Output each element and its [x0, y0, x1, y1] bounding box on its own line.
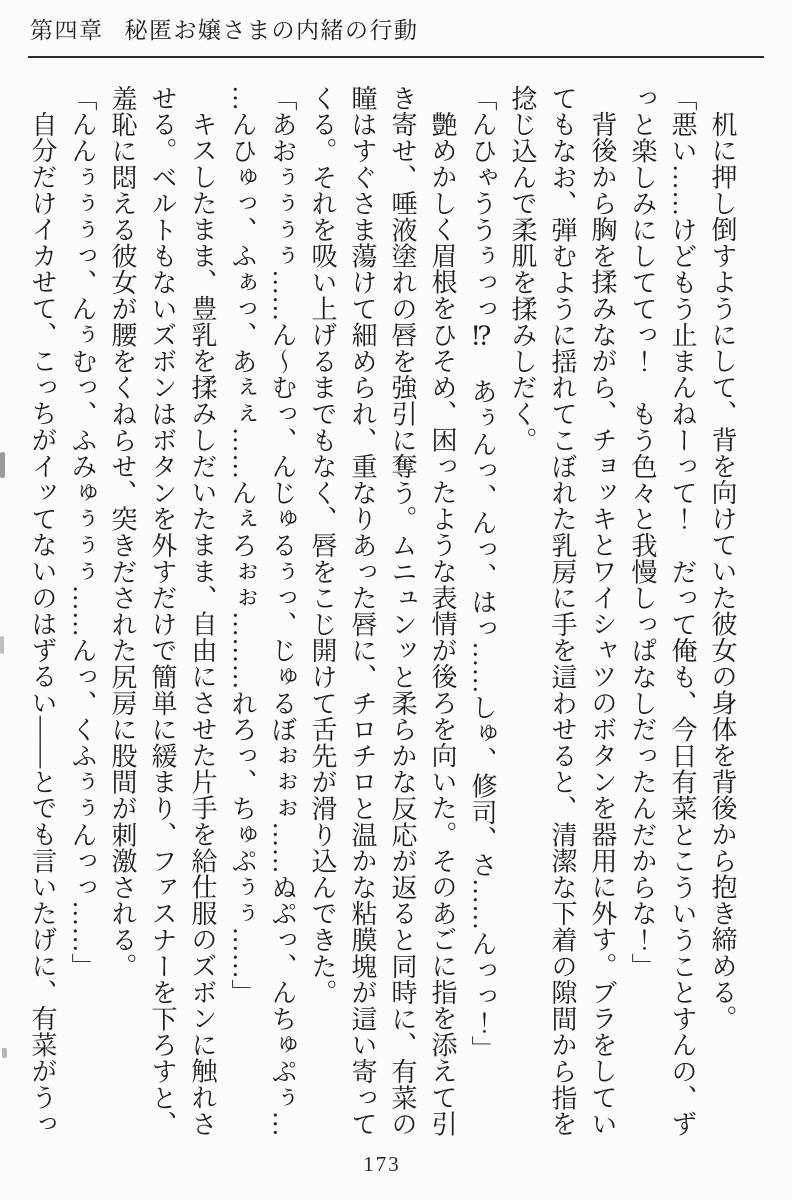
text-column: 羞恥に悶える彼女が腰をくねらせ、突きだされた尻房に股間が刺激される。 — [108, 85, 137, 980]
text-column: 瞳はすぐさま蕩けて細められ、重なりあった唇に、チロチロと温かな粘膜塊が這い寄って — [348, 85, 377, 1137]
chapter-header — [30, 12, 419, 45]
scan-artifact — [2, 1048, 7, 1058]
text-column: てもなお、弾むように揺れてこぼれた乳房に手を這わせると、清潔な下着の隙間から指を — [548, 85, 577, 1137]
text-column: 艶めかしく眉根をひそめ、困ったような表情が後ろを向いた。そのあごに指を添えて引 — [428, 111, 457, 1137]
scan-artifact — [0, 636, 4, 654]
text-column: 「んひゃううぅっっ⁉ あぅんっ、んっ、はっ……しゅ、修司、さ……んっっ！」 — [468, 85, 497, 1063]
scan-artifact — [0, 452, 5, 478]
text-column: き寄せ、唾液塗れの唇を強引に奪う。ムニュンッと柔らかな反応が返ると同時に、有菜の — [388, 85, 417, 1137]
chapter-title: 秘匿お嬢さまの内緒の行動 — [124, 18, 419, 43]
text-column: せる。ベルトもないズボンはボタンを外すだけで簡単に緩まり、ファスナーを下ろすと、 — [148, 85, 177, 1137]
text-column: くる。それを吸い上げるまでもなく、唇をこじ開けて舌先が滑り込んできた。 — [308, 85, 337, 1006]
text-column: …んひゅっ、ふぁっ、あぇぇ……んぇろぉぉ………れろっ、ちゅぷぅぅ……」 — [228, 85, 257, 1006]
text-column: 背後から胸を揉みながら、チョッキとワイシャツのボタンを器用に外す。ブラをしてい — [588, 111, 617, 1137]
chapter-number: 第四章 — [30, 18, 104, 43]
text-column: 捻じ込んで柔肌を揉みしだく。 — [508, 85, 537, 454]
text-column: 自分だけイカせて、こっちがイッてないのはずるい――とでも言いたげに、有菜がうっ — [28, 111, 57, 1137]
text-column: 「んんぅぅぅっ、んぅむっ、ふみゅぅぅぅ……んっ、くふぅぅんっっ……」 — [68, 85, 97, 980]
text-column: 机に押し倒すようにして、背を向けていた彼女の身体を背後から抱き締める。 — [708, 111, 737, 1032]
page-number: 173 — [363, 1152, 401, 1176]
text-column: 「あおぅぅぅぅ……ん～むっ、んじゅるぅっ、じゅるぼぉぉぉ……ぬぷっ、んちゅぷぅ… — [268, 85, 297, 1137]
header-divider — [28, 56, 764, 58]
text-column: キスしたまま、豊乳を揉みしだいたまま、自由にさせた片手を給仕服のズボンに触れさ — [188, 111, 217, 1137]
text-column: 「悪い……けどもう止まんねーって！ だって俺も、今日有菜とこういうことすんの、ず — [668, 85, 697, 1137]
vertical-text-block — [22, 85, 742, 1137]
text-column: っと楽しみにしててっ！ もう色々と我慢しっぱなしだったんだからな！」 — [628, 85, 657, 980]
